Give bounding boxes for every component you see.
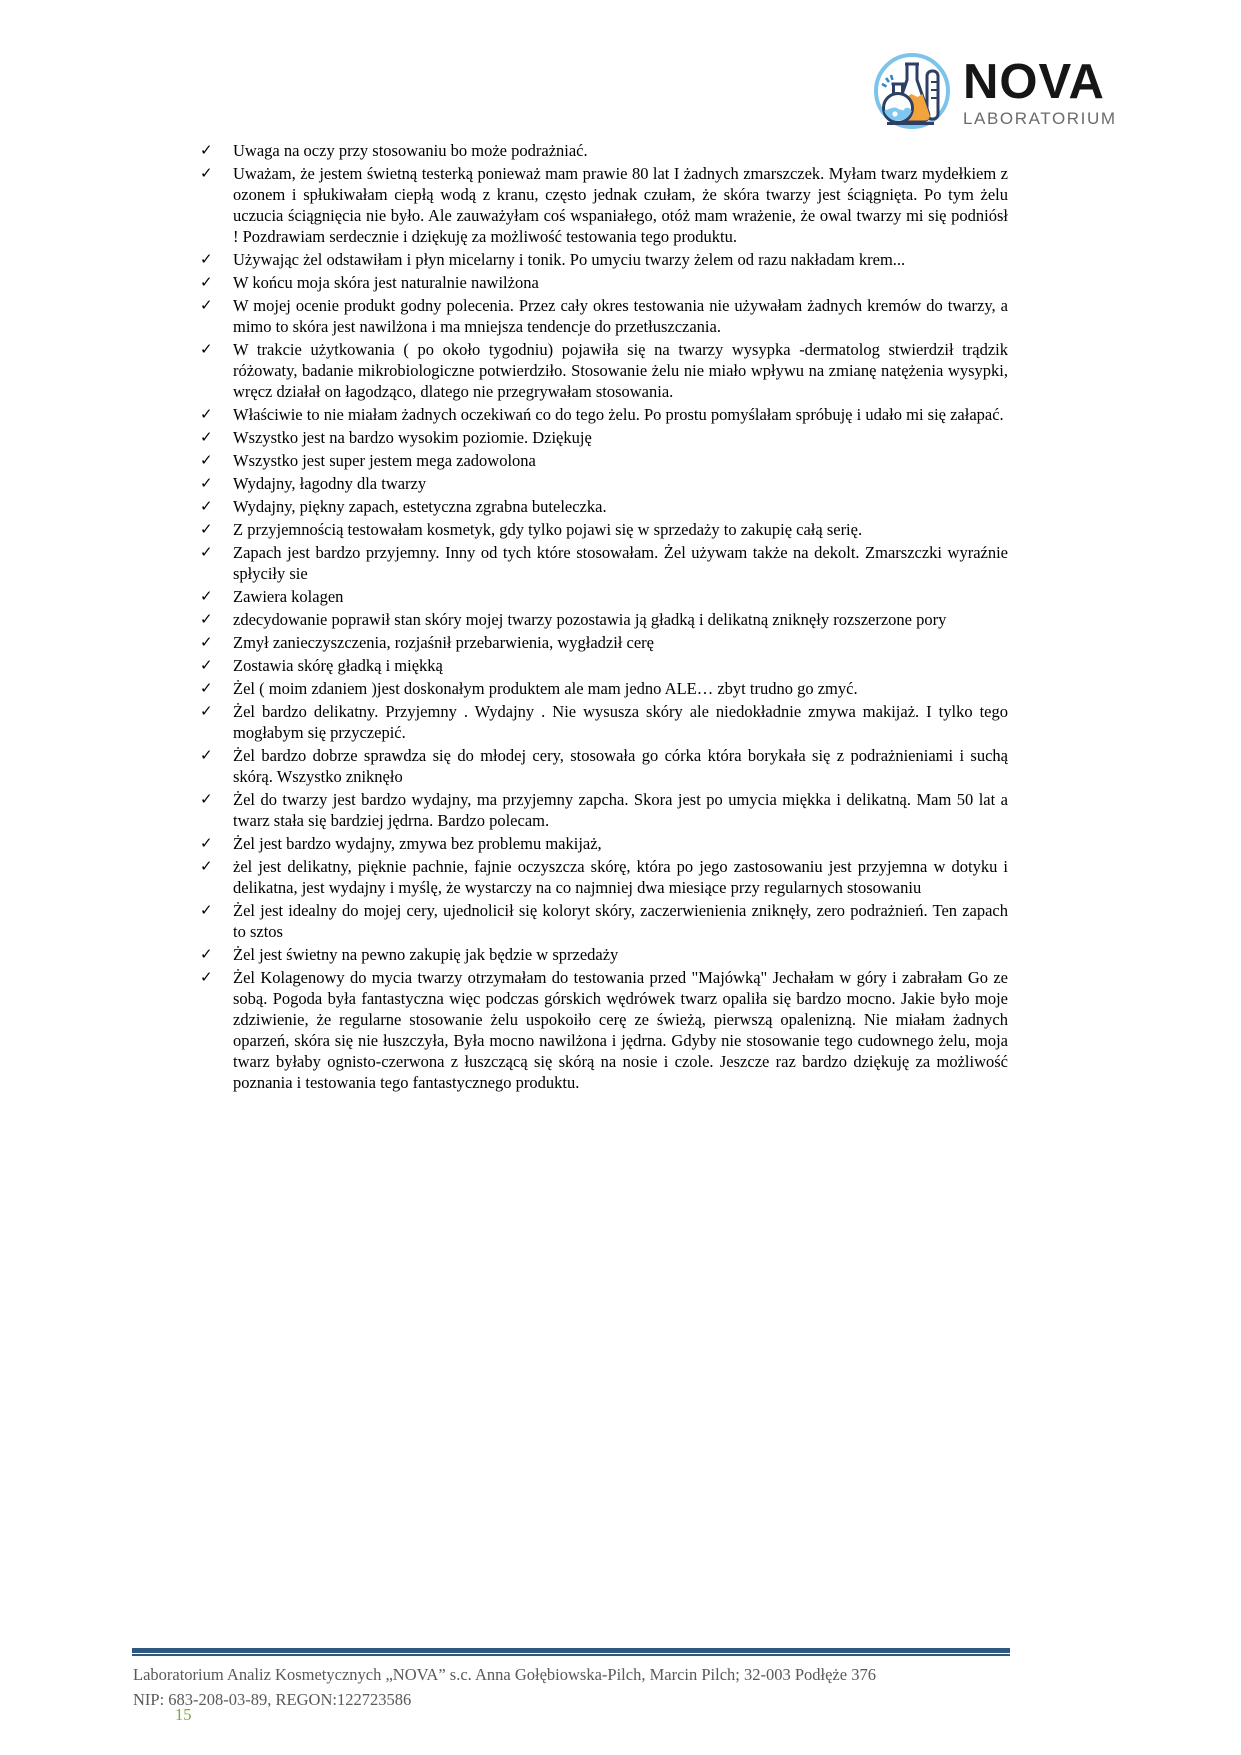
review-text: Zawiera kolagen (233, 587, 344, 606)
checkmark-icon: ✓ (200, 428, 213, 446)
list-item (200, 427, 1008, 448)
list-item (200, 450, 1008, 471)
list-item (200, 404, 1008, 425)
checkmark-icon: ✓ (200, 945, 213, 963)
list-item (200, 496, 1008, 517)
review-text: zdecydowanie poprawił stan skóry mojej twarzy pozostawia ją gładką i delikatną zniknęły rozszerzone pory (233, 610, 947, 629)
review-text: żel jest delikatny, pięknie pachnie, fajnie oczyszcza skórę, która po jego zastosowaniu jest przyjemna w dotyku i delikatna, jest wydajny i myślę, że wystarczy na co najmniej dwa miesiące przy regularnych stosowaniu (233, 857, 1008, 897)
review-text: Żel jest świetny na pewno zakupię jak będzie w sprzedaży (233, 945, 619, 964)
review-text: W trakcie użytkowania ( po około tygodniu) pojawiła się na twarzy wysypka -dermatolog stwierdził trądzik różowaty, badanie mikrobiologiczne potwierdziło. Stosowanie żelu nie miało wpływu na zmianę natężenia wysypki, wręcz działał on łagodząco, dlatego nie przegrywałam stosowania. (233, 340, 1008, 401)
checkmark-icon: ✓ (200, 587, 213, 605)
list-item (200, 473, 1008, 494)
review-text: Używając żel odstawiłam i płyn micelarny i tonik. Po umyciu twarzy żelem od razu nakładam krem... (233, 250, 906, 269)
checkmark-icon: ✓ (200, 141, 213, 159)
reviews-list (200, 140, 1008, 1095)
checkmark-icon: ✓ (200, 746, 213, 764)
review-text: Zostawia skórę gładką i miękką (233, 656, 443, 675)
checkmark-icon: ✓ (200, 834, 213, 852)
checkmark-icon: ✓ (200, 633, 213, 651)
checkmark-icon: ✓ (200, 250, 213, 268)
list-item (200, 745, 1008, 787)
review-text: Żel bardzo delikatny. Przyjemny . Wydajny . Nie wysusza skóry ale niedokładnie zmywa makijaż. I tylko tego mogłabym się przyczepić. (233, 702, 1008, 742)
list-item (200, 295, 1008, 337)
lab-flasks-icon (870, 50, 954, 134)
list-item (200, 856, 1008, 898)
footer (133, 1663, 1033, 1712)
logo-text (963, 54, 1117, 128)
list-item (200, 272, 1008, 293)
review-text: Zmył zanieczyszczenia, rozjaśnił przebarwienia, wygładził cerę (233, 633, 654, 652)
list-item (200, 967, 1008, 1093)
checkmark-icon: ✓ (200, 451, 213, 469)
checkmark-icon: ✓ (200, 474, 213, 492)
page-number: 15 (175, 1705, 192, 1724)
review-text: Wszystko jest na bardzo wysokim poziomie. Dziękuję (233, 428, 592, 447)
list-item (200, 249, 1008, 270)
review-text: Żel jest idealny do mojej cery, ujednolicił się koloryt skóry, zaczerwienienia zniknęły, zero podrażnień. Ten zapach to sztos (233, 901, 1008, 941)
review-text: Wydajny, piękny zapach, estetyczna zgrabna buteleczka. (233, 497, 607, 516)
list-item (200, 140, 1008, 161)
checkmark-icon: ✓ (200, 857, 213, 875)
review-text: Zapach jest bardzo przyjemny. Inny od tych które stosowałam. Żel używam także na dekolt. Zmarszczki wyraźnie spłyciły sie (233, 543, 1008, 583)
review-text: Właściwie to nie miałam żadnych oczekiwań co do tego żelu. Po prostu pomyślałam spróbuję i udało mi się załapać. (233, 405, 1004, 424)
checkmark-icon: ✓ (200, 340, 213, 358)
list-item (200, 944, 1008, 965)
review-text: W mojej ocenie produkt godny polecenia. Przez cały okres testowania nie używałam żadnych kremów do twarzy, a mimo to skóra jest nawilżona i ma mniejsza tendencje do przetłuszczania. (233, 296, 1008, 336)
list-item (200, 586, 1008, 607)
logo-brand: NOVA (963, 54, 1105, 109)
review-text: Uwaga na oczy przy stosowaniu bo może podrażniać. (233, 141, 588, 160)
review-text: Żel ( moim zdaniem )jest doskonałym produktem ale mam jedno ALE… zbyt trudno go zmyć. (233, 679, 858, 698)
list-item (200, 789, 1008, 831)
list-item (200, 542, 1008, 584)
review-text: Wszystko jest super jestem mega zadowolona (233, 451, 536, 470)
logo-subtitle: LABORATORIUM (963, 108, 1117, 128)
checkmark-icon: ✓ (200, 520, 213, 538)
list-item (200, 632, 1008, 653)
checkmark-icon: ✓ (200, 405, 213, 423)
review-text: Uważam, że jestem świetną testerką ponieważ mam prawie 80 lat I żadnych zmarszczek. Myłam twarz mydełkiem z ozonem i spłukiwałam ciepłą wodą z kranu, często jednak czułam, że skóra twarzy jest ściągnięta. Po tym żelu uczucia ściągnięcia nie było. Ale zauważyłam coś wspaniałego, otóż mam wrażenie, że owal twarzy mi się podniósł ! Pozdrawiam serdecznie i dziękuję za możliwość testowania tego produktu. (233, 164, 1008, 246)
footer-company-line: Laboratorium Analiz Kosmetycznych „NOVA” s.c. Anna Gołębiowska-Pilch, Marcin Pilch; 32-003 Podłęże 376 (133, 1665, 876, 1684)
list-item (200, 163, 1008, 247)
checkmark-icon: ✓ (200, 296, 213, 314)
list-item (200, 339, 1008, 402)
logo (870, 50, 1117, 134)
list-item (200, 900, 1008, 942)
checkmark-icon: ✓ (200, 901, 213, 919)
list-item (200, 655, 1008, 676)
checkmark-icon: ✓ (200, 497, 213, 515)
review-text: Z przyjemnością testowałam kosmetyk, gdy tylko pojawi się w sprzedaży to zakupię całą serię. (233, 520, 863, 539)
footer-nip-line: NIP: 683-208-03-89, REGON:122723586 (133, 1689, 412, 1709)
review-text: Wydajny, łagodny dla twarzy (233, 474, 427, 493)
checkmark-icon: ✓ (200, 610, 213, 628)
checkmark-icon: ✓ (200, 164, 213, 182)
checkmark-icon: ✓ (200, 656, 213, 674)
list-item (200, 833, 1008, 854)
checkmark-icon: ✓ (200, 702, 213, 720)
checkmark-icon: ✓ (200, 679, 213, 697)
checkmark-icon: ✓ (200, 968, 213, 986)
list-item (200, 701, 1008, 743)
list-item (200, 519, 1008, 540)
review-text: Żel jest bardzo wydajny, zmywa bez problemu makijaż, (233, 834, 602, 853)
list-item (200, 678, 1008, 699)
review-text: W końcu moja skóra jest naturalnie nawilżona (233, 273, 539, 292)
list-item (200, 609, 1008, 630)
checkmark-icon: ✓ (200, 790, 213, 808)
review-text: Żel Kolagenowy do mycia twarzy otrzymałam do testowania przed "Majówką" Jechałam w góry i zabrałam Go ze sobą. Pogoda była fantastyczna więc podczas górskich wędrówek twarz opaliła się bardzo mocno. Jakie było moje zdziwienie, że regularne stosowanie żelu uspokoiło cerę ze świeżą, pierwszą opalenizną. Nie miałam żadnych oparzeń, skóra się nie łuszczyła, Była mocno nawilżona i jędrna. Gdyby nie stosowanie tego cudownego żelu, moja twarz byłaby ognisto-czerwona z łuszczącą się skórą na nosie i czole. Jeszcze raz bardzo dziękuję za możliwość poznania i testowania tego fantastycznego produktu. (233, 968, 1008, 1092)
checkmark-icon: ✓ (200, 543, 213, 561)
review-text: Żel bardzo dobrze sprawdza się do młodej cery, stosowała go córka która borykała się z podrażnieniami i suchą skórą. Wszystko zniknęło (233, 746, 1008, 786)
review-text: Żel do twarzy jest bardzo wydajny, ma przyjemny zapcha. Skora jest po umycia miękka i delikatną. Mam 50 lat a twarz stała się bardziej jędrna. Bardzo polecam. (233, 790, 1008, 830)
footer-divider (132, 1648, 1010, 1656)
checkmark-icon: ✓ (200, 273, 213, 291)
